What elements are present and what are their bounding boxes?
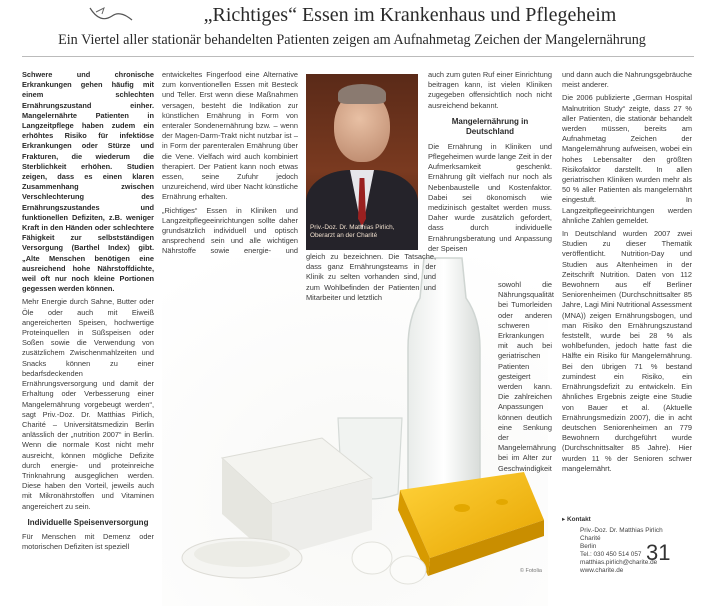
body-paragraph: Mehr Energie durch Sahne, Butter oder Öle oder auch mit Eiweiß angereicherten Speisen, hochwertige Proteinquellen in Süßspeisen oder Soßen sowie die Verwendung von zusätzlichem Zwischenmahlzeiten und Snacks können zu einer bedarfsdeckenden Ernährungsversorgung und damit der Erhaltung oder Verbesserung einer Mangelernährung vorgebeugt werden“, sagt Priv.-Doz. Dr. Matthias Pirlich, Charité – Universitätsmedizin Berlin anlässlich der „nutrition 2007“ in Berlin. Wenn die normale Kost nicht mehr ausreicht, können mögliche Defizite durch energie- und proteinreiche Trinknahrung ausgeglichen werden. Diese haben den Vorteil, jeweils auch mit Mikronährstoffen und Vitaminen angereichert zu sein. [22,297,154,511]
text-column-1 [22,70,154,606]
text-column-4 [562,70,692,510]
body-paragraph: In Deutschland wurden 2007 zwei Studien zu dieser Thematik veröffentlicht. Nutrition-Day und Studien aus Altenheimen in der Zeitschrift Nutrition. Daten von 112 Bewohnern aus elf Berliner Seniorenheimen (Durchschnittsalter 85 Jahre, Lagi Mini Nutritional Assessment (MNA)) zeigen Ernährungsbogen, und man Risiko den Ernährungszustand feststellt, wurde bei 28 % als wohlbefunden, jedoch hatte fast die Hälfte ein Risiko für Mangelernährung. Bei den übrigen 71 % bestand zumindest ein Risiko, ein Ernährungsdefizit zu entwickeln. Ein ähnliches Ergebnis zeigte eine Studie von Bauer et al. (Aktuelle Ernährungsmedizin 2007), die in acht deutschen Seniorenheimen an 779 Bewohnern durchgeführt wurde (Durchschnittsalter 85 Jahre). Hier wurden 11 % der Senioren schwer mangelernährt. [562,229,692,473]
article-subline: Ein Viertel aller stationär behandelten Patienten zeigen am Aufnahmetag Zeichen der Mangelernährung [58,32,646,48]
contact-line: www.charite.de [580,567,624,574]
contact-line: Berlin [580,543,597,550]
body-paragraph: auch zum guten Ruf einer Einrichtung beitragen kann, ist vielen Kliniken zugegeben offensichtlich noch nicht ausreichend bekannt. [428,70,552,110]
contact-heading: ▸ Kontakt [562,516,591,523]
photo-overlay-text: gleich zu bezeichnen. Die Tatsache, dass ganz Ernährungsteams in der Klinik zu selten vorhanden sind, und zum Wohlbefinden der Patienten und Mitarbeiter und letztlich [306,252,436,302]
publication-logo [86,4,136,26]
contact-line: matthias.pirlich@charite.de [580,559,658,566]
contact-box [562,516,692,604]
contact-line: Tel.: 030 450 514 057 [580,551,642,558]
body-paragraph: entwickeltes Fingerfood eine Alternative zum konventionellen Essen mit Besteck und Teller. Erst wenn diese Maßnahmen versagen, besteht die Indikation zur künstlichen Ernährung in Form von enteraler Sondenernährung bzw. – wenn der Magen-Darm-Trakt nicht nutzbar ist – in Form der parenteralen Ernährung über die Vene. Vielfach wird auch kombiniert therapiert. Der Patient kann noch etwas essen, seine Zufuhr jedoch unzureichend, wird über Nacht künstliche Ernährung erhalten. [162,70,298,202]
text-column-3-continued [498,280,556,473]
section-subhead: Individuelle Speisenversorgung [27,517,149,527]
page-number: 31 [646,540,671,565]
article-headline: „Richtiges“ Essen im Krankenhaus und Pflegeheim [203,4,617,26]
portrait-hair [338,84,386,104]
body-paragraph: Die 2006 publizierte „German Hospital Malnutrition Study“ zeigte, dass 27 % aller Patienten, die stationär behandelt werden müssen, bereits am Aufnahmetag Zeichen der Mangelernährung aufweisen, wobei ein hohes Lebensalter den größten Risikofaktor darstellt. In allen geriatrischen Kliniken wurden mehr als 50 % aller Patienten als mangelernährt eingestuft. In Langzeitpflegeeinrichtungen werden ähnliche Zahlen gemeldet. [562,93,692,225]
contact-line: Charité [580,535,601,542]
lead-paragraph: Schwere und chronische Erkrankungen gehen häufig mit einem schlechten Ernährungszustand einher. Mangelernährte Patienten in Langzeitpflege haben zudem ein erhöhtes Risiko für infektiöse Erkrankungen oder Stürze und Frakturen, die wiederum die Sterblichkeit erhöhen. Studien zeigen, dass es einen klaren Zusammenhang zwischen Verschlechterung des Ernährungszustandes und funktionellen Defiziten, z.B. weniger Kraft in den Händen oder schlechtere Fähigkeit zur selbstständigen Versorgung (Barthel Index) gibt. „Alte Menschen benötigen eine ausreichend hohe Nährstoffdichte, weil oft nur noch kleine Portionen gegessen werden können. [22,70,154,294]
body-paragraph: Für Menschen mit Demenz oder motorischen Defiziten ist speziell [22,532,154,552]
section-subhead: Mangelernährung in Deutschland [451,116,529,137]
header-divider [22,56,694,57]
body-paragraph: „Richtiges“ Essen in Kliniken und Langzeitpflegeeinrichtungen sollte daher grundsätzlich individuell und optisch ansprechend sein und alle wichtigen Nährstoffe sowie energie- und [162,205,298,256]
photo-credit: © Fotolia [519,568,542,574]
body-paragraph: und dann auch die Nahrungsgebräuche meist anderer. [562,70,692,90]
text-column-3 [428,70,552,280]
body-paragraph: sowohl die Nährungsqualität bei Tumorleiden oder anderen schweren Erkrankungen mit auch bei geriatrischen Patienten gesteigert werden kann. Die zahlreichen Anpassungen können deutlich eine Senkung der Mangelernährung bei im Alter zur Geschwindigkeit [498,280,556,473]
body-paragraph: Die Ernährung in Kliniken und Pflegeheimen wurde lange Zeit in der Aufmerksamkeit geschenkt. Ernährung gilt vielfach nur noch als Nebenbaustelle und Kostenfaktor. Dabei sei ökonomisch wie medizinisch gestaltet werden muss. Daher wurde zusätzlich gefordert, dass durch individuelle Ernährungsberatung und Anpassung der Speisen [428,141,552,253]
portrait-caption: Priv.-Doz. Dr. Matthias Pirlich, Oberarzt an der Charité [310,224,395,239]
portrait-photo [306,74,418,250]
contact-line: Priv.-Doz. Dr. Matthias Pirlich [580,527,663,534]
